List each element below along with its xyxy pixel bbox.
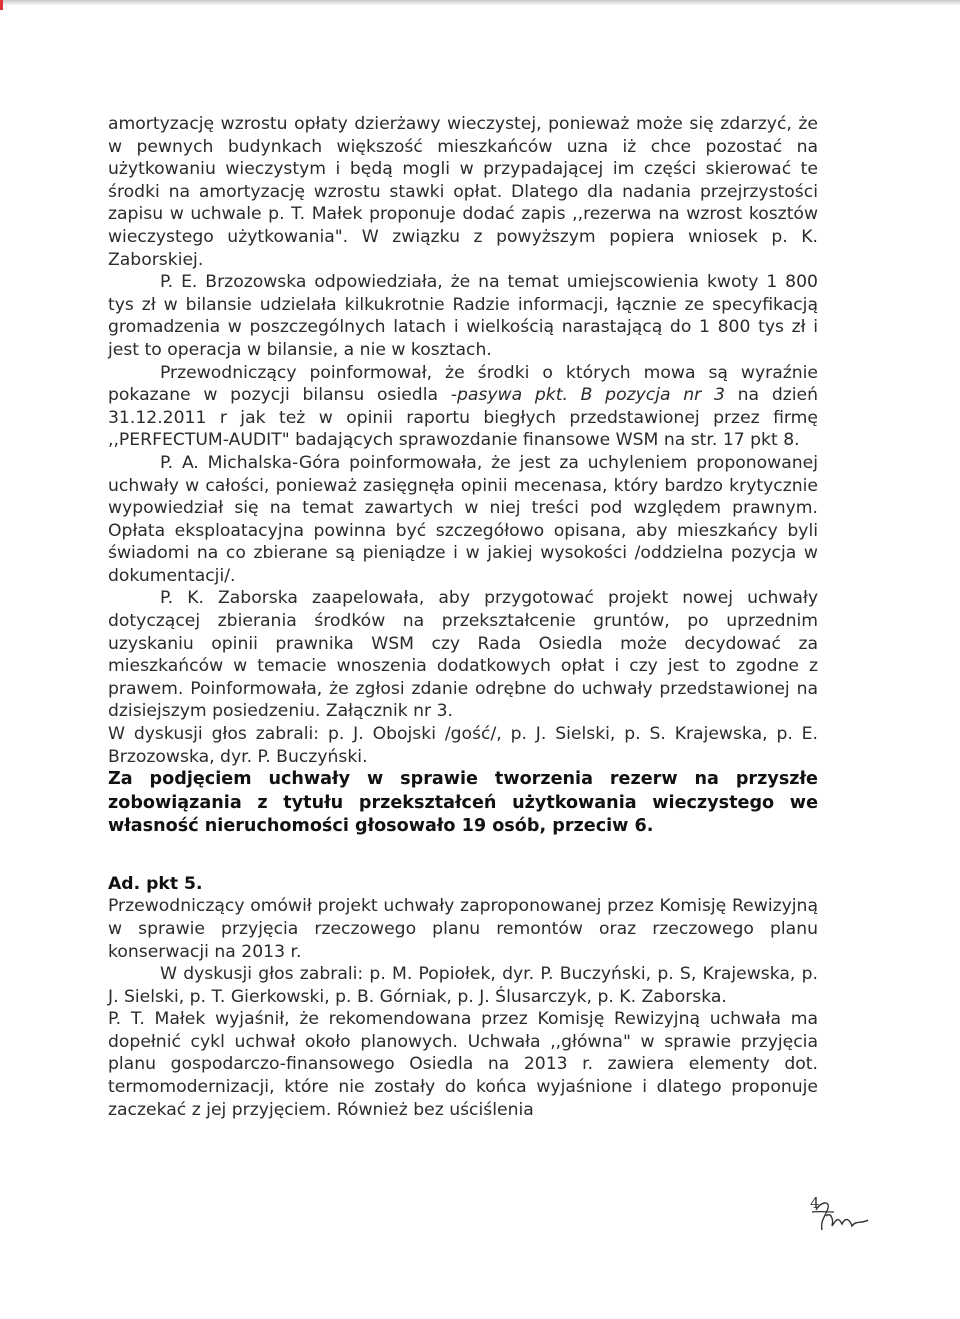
paragraph-dyskusja-1: W dyskusji głos zabrali: p. J. Obojski /gość/, p. J. Sielski, p. S. Krajewska, p. E. Brzozowska, dyr. P. Buczyński. — [108, 724, 818, 767]
scan-corner-mark — [0, 0, 3, 10]
handwritten-signature — [808, 1190, 872, 1238]
paragraph-malek: P. T. Małek wyjaśnił, że rekomendowana przez Komisję Rewizyjną uchwała ma dopełnić cykl uchwał około planowych. Uchwała ,,główna" w sprawie przyjęcia planu gospodarczo-finansowego Osiedla na 2013 r. zawiera elementy dot. termomodernizacji, które nie zostały do końca wyjaśnione i dlatego proponuje zaczekać z jej przyjęciem. Również bez uściślenia — [108, 1009, 818, 1120]
resolution-vote: Za podjęciem uchwały w sprawie tworzenia rezerw na przyszłe zobowiązania z tytułu przekształceń użytkowania wieczystego we własność nieruchomości głosowało 19 osób, przeciw 6. — [108, 769, 818, 837]
paragraph-brzozowska: P. E. Brzozowska odpowiedziała, że na temat umiejscowienia kwoty 1 800 tys zł w bilansie udzielała kilkukrotnie Radzie informacji, łącznie ze specyfikacją gromadzenia w poszczególnych latach i wielkością narastającą do 1 800 tys zł i jest to operacja w bilansie, a nie w kosztach. — [108, 272, 818, 360]
paragraph-przewodniczacy-emphasis: -pasywa pkt. B pozycja nr 3 — [450, 385, 725, 406]
paragraph-dyskusja-2: W dyskusji głos zabrali: p. M. Popiołek, dyr. P. Buczyński, p. S, Krajewska, p. J. Sielski, p. T. Gierkowski, p. B. Górniak, p. J. Ślusarczyk, p. K. Zaborska. — [108, 964, 818, 1007]
scan-top-edge — [0, 0, 960, 6]
paragraph-michalska-gora: P. A. Michalska-Góra poinformowała, że jest za uchyleniem proponowanej uchwały w całości, ponieważ zasięgnęła opinii mecenasa, który bardzo krytycznie wypowiedział się na temat zawartych w niej treści pod względem prawnym. Opłata eksploatacyjna powinna być szczegółowo opisana, aby mieszkańcy byli świadomi na co zbierane są pieniądze i w jakiej wysokości /oddzielna pozycja w dokumentacji/. — [108, 452, 818, 586]
document-page — [108, 113, 818, 1121]
paragraph-zaborska: P. K. Zaborska zaapelowała, aby przygotować projekt nowej uchwały dotyczącej zbierania środków na przekształcenie gruntów, po uprzednim uzyskaniu opinii prawnika WSM czy Rada Osiedla może decydować za mieszkańców w temacie wnoszenia dodatkowych opłat i czy jest to zgodne z prawem. Poinformowała, że zgłosi zdanie odrębne do uchwały przedstawionej na dzisiejszym posiedzeniu. Załącznik nr 3. — [108, 588, 818, 722]
section-heading-ad-pkt-5: Ad. pkt 5. — [108, 873, 203, 894]
paragraph-przewodniczacy-start: Przewodniczący poinformował, że środki o których mowa są wyraźnie pokazane w pozycji bilansu osiedla — [108, 362, 818, 406]
paragraph-amortyzacja: amortyzację wzrostu opłaty dzierżawy wieczystej, ponieważ może się zdarzyć, że w pewnych budynkach większość mieszkańców uzna iż chce pozostać na użytkowaniu wieczystym i będą mogli w przypadającej im części skierować te środki na amortyzację wzrostu stawki opłat. Dlatego dla nadania przejrzystości zapisu w uchwale p. T. Małek proponuje dodać zapis ,,rezerwa na wzrost kosztów wieczystego użytkowania". W związku z powyższym popiera wniosek p. K. Zaborskiej. — [108, 114, 818, 270]
paragraph-komisja-rewizyjna: Przewodniczący omówił projekt uchwały zaproponowanej przez Komisję Rewizyjną w sprawie przyjęcia rzeczowego planu remontów oraz rzeczowego planu konserwacji na 2013 r. — [108, 896, 818, 962]
page-number-handwritten: 4 — [810, 1194, 820, 1212]
paragraph-przewodniczacy-end: na dzień 31.12.2011 r jak też w opinii raportu biegłych przedstawionej przez firmę ,,PERFECTUM-AUDIT" badających sprawozdanie finansowe WSM na str. 17 pkt 8. — [108, 385, 818, 451]
paragraph-przewodniczacy — [108, 362, 818, 452]
